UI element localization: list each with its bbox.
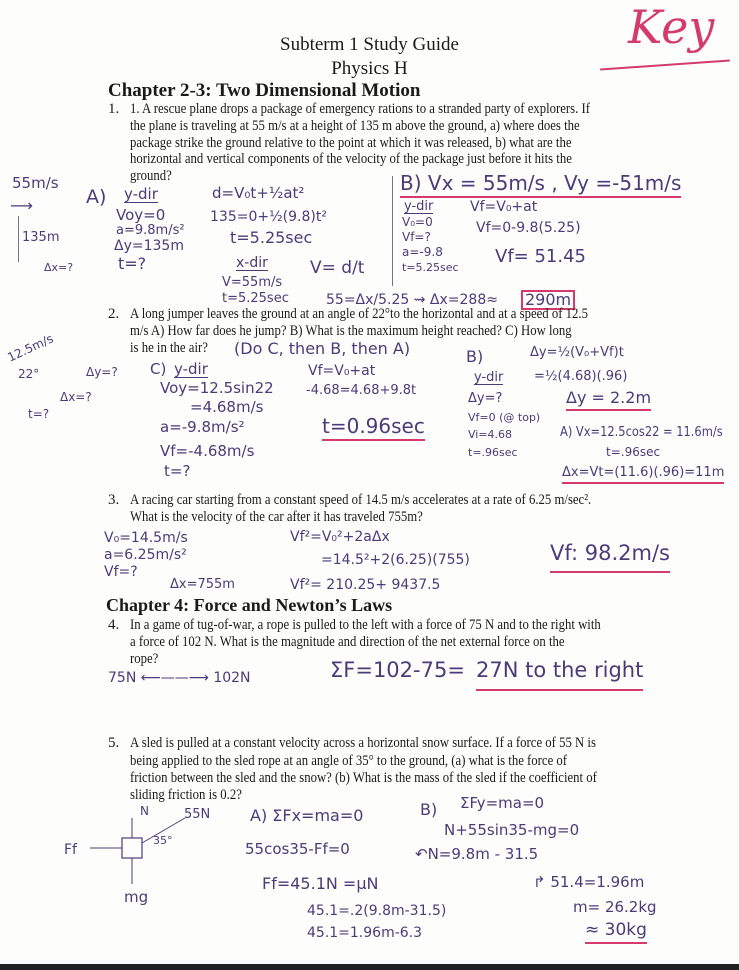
handwritten-note: ↱ 51.4=1.96m [533,873,645,891]
chapter-heading: Chapter 2-3: Two Dimensional Motion [108,80,421,101]
question-number: 1. [108,101,120,117]
question-line: horizontal and vertical components of the velocity of the package just before it hits the [130,151,572,167]
handwritten-note: 45.1=.2(9.8m-31.5) [307,903,447,919]
answer-underlined: t=0.96sec [322,416,425,441]
free-body-diagram [80,814,190,894]
document-title: Subterm 1 Study Guide [280,34,459,55]
handwritten-note: Vf=? [104,564,138,580]
handwritten-note: N+55sin35-mg=0 [444,821,580,839]
sled-box [122,838,142,858]
handwritten-note: t=5.25sec [402,261,459,274]
handwritten-note: y-dir [474,370,504,385]
handwritten-note: a=6.25m/s² [104,547,187,563]
handwritten-note: Δy=? [468,391,503,406]
handwritten-note: ΣF=102-75= [330,658,465,682]
handwritten-note: a=9.8m/s² [116,223,185,238]
handwritten-note: t=? [118,254,147,273]
handwritten-note: =14.5²+2(6.25)(755) [321,552,470,568]
handwritten-note: mg [124,888,149,906]
boxed-answer: 290m [521,290,575,310]
handwritten-note: x-dir [236,255,268,271]
question-line: being applied to the sled rope at an angle of 35° to the ground, (a) what is the force of [130,753,568,769]
handwritten-note: Vf=-4.68m/s [160,442,255,460]
question-line: sliding friction is 0.2? [130,787,242,803]
handwritten-note: m= 26.2kg [573,898,657,916]
handwritten-note: Voy=12.5sin22 [160,379,274,397]
handwritten-note: C) [150,360,167,378]
question-line: m/s A) How far does he jump? B) What is the maximum height reached? C) How long [130,323,572,339]
handwritten-note: t=5.25sec [222,291,289,306]
handwritten-note: 35° [153,834,173,847]
scan-edge [0,964,739,970]
handwritten-note: t=5.25sec [230,228,313,247]
handwritten-note: Δx=? [44,261,74,274]
question-line: 1. A rescue plane drops a package of emergency rations to a stranded party of explorers. If [130,101,591,117]
handwritten-note: y-dir [174,360,208,378]
arrow-icon: ⟶ [10,196,33,215]
force-diagram-note: 75N ⟵——⟶ 102N [108,670,251,686]
handwritten-note: V= d/t [310,258,365,278]
question-number: 5. [108,735,120,751]
question-line: A racing car starting from a constant speed of 14.5 m/s accelerates at a rate of 6.25 m/sec². [130,492,592,508]
answer-underlined: B) Vx = 55m/s , Vy =-51m/s [400,173,681,198]
question-line: friction between the sled and the snow? (b) What is the mass of the sled if the coefficient of [130,770,597,786]
handwritten-note: Vf²=V₀²+2aΔx [290,529,390,545]
question-number: 4. [108,617,120,633]
handwritten-note: ↶N=9.8m - 31.5 [415,845,539,863]
question-line: the plane is traveling at 55 m/s at a height of 135 m above the ground, a) where does the [130,118,580,134]
handwritten-note: Vi=4.68 [468,428,513,441]
handwritten-note: Δy=135m [114,238,184,254]
question-line: What is the velocity of the car after it has traveled 755m? [130,509,423,525]
handwritten-note: Vf= 51.45 [495,246,586,267]
handwritten-note: Voy=0 [116,206,166,224]
handwritten-note: Vf=0 (@ top) [468,411,541,424]
answer-underlined: ≈ 30kg [585,922,647,944]
handwritten-note: t=.96sec [468,446,518,459]
handwritten-note: Vf=V₀+at [470,199,538,215]
chapter-heading: Chapter 4: Force and Newton’s Laws [106,595,393,615]
handwritten-note: V₀=0 [402,215,433,229]
question-line: A long jumper leaves the ground at an angle of 22°to the horizontal and at a speed of 12.5 [130,306,588,322]
question-line: is he in the air? [130,340,208,356]
handwritten-note: Δx=755m [170,577,235,592]
document-subtitle: Physics H [331,58,408,79]
handwritten-note: (Do C, then B, then A) [234,339,411,358]
question-line: a force of 102 N. What is the magnitude and direction of the net external force on the [130,634,565,650]
question-line: package strike the ground relative to the point at which it was released, b) what are the [130,135,572,151]
handwritten-note: a=-9.8m/s² [160,418,245,436]
handwritten-note: V₀=14.5m/s [104,530,188,546]
answer-underlined: Δy = 2.2m [566,390,651,411]
handwritten-note: t=? [164,462,191,480]
handwritten-note: A) ΣFx=ma=0 [250,806,364,825]
question-number: 2. [108,306,120,322]
handwritten-note: a=-9.8 [402,245,443,259]
handwritten-note: Ff [64,842,77,858]
handwritten-note: =½(4.68)(.96) [534,369,628,384]
sketch-line [18,216,19,262]
handwritten-note: 12.5m/s [5,331,56,365]
handwritten-note: y-dir [124,185,158,203]
handwritten-note: N [140,804,149,818]
handwritten-note: y-dir [404,199,434,214]
handwritten-note: 55N [184,807,211,822]
handwritten-note: 135m [22,230,60,245]
divider-line [392,176,393,286]
handwritten-note: 55m/s [12,174,59,192]
handwritten-note: d=V₀t+½at² [212,184,305,202]
handwritten-note: Δy=½(V₀+Vf)t [530,345,624,360]
handwritten-note: Vf²= 210.25+ 9437.5 [290,577,441,593]
handwritten-note: Vf=? [402,230,431,244]
handwritten-note: Vf=V₀+at [308,363,376,379]
handwritten-note: Δy=? [86,365,118,379]
handwritten-note: 22° [18,367,40,381]
handwritten-note: V=55m/s [222,275,283,290]
question-line: ground? [130,168,172,184]
handwritten-note: 55cos35-Ff=0 [245,840,350,858]
answer-underlined: 27N to the right [476,660,643,691]
key-mark: Key [628,0,715,54]
handwritten-note: A) [86,186,107,208]
handwritten-note: B) [420,800,438,819]
handwritten-note: 135=0+½(9.8)t² [210,209,327,225]
question-line: A sled is pulled at a constant velocity across a horizontal snow surface. If a force of 55 N is [130,735,596,751]
handwritten-note: ΣFy=ma=0 [460,794,545,812]
handwritten-note: -4.68=4.68+9.8t [306,383,417,398]
handwritten-note: B) [466,347,484,366]
handwritten-note: 45.1=1.96m-6.3 [307,925,423,941]
handwritten-note: Ff=45.1N =μN [262,874,379,893]
handwritten-note: t=.96sec [606,445,661,459]
question-number: 3. [108,492,120,508]
handwritten-note: Δx=? [60,390,92,404]
handwritten-note: Vf=0-9.8(5.25) [476,220,581,236]
handwritten-note: t=? [28,407,50,421]
handwritten-note: =4.68m/s [190,398,264,416]
question-line: In a game of tug-of-war, a rope is pulled to the left with a force of 75 N and to the right with [130,617,601,633]
question-line: rope? [130,651,159,667]
answer-underlined: Δx=Vt=(11.6)(.96)=11m [562,466,724,484]
answer-underlined: Vf: 98.2m/s [550,543,670,573]
handwritten-note: A) Vx=12.5cos22 = 11.6m/s [560,425,723,440]
handwritten-note: 55=Δx/5.25 ⇝ Δx=288≈ [326,292,498,308]
